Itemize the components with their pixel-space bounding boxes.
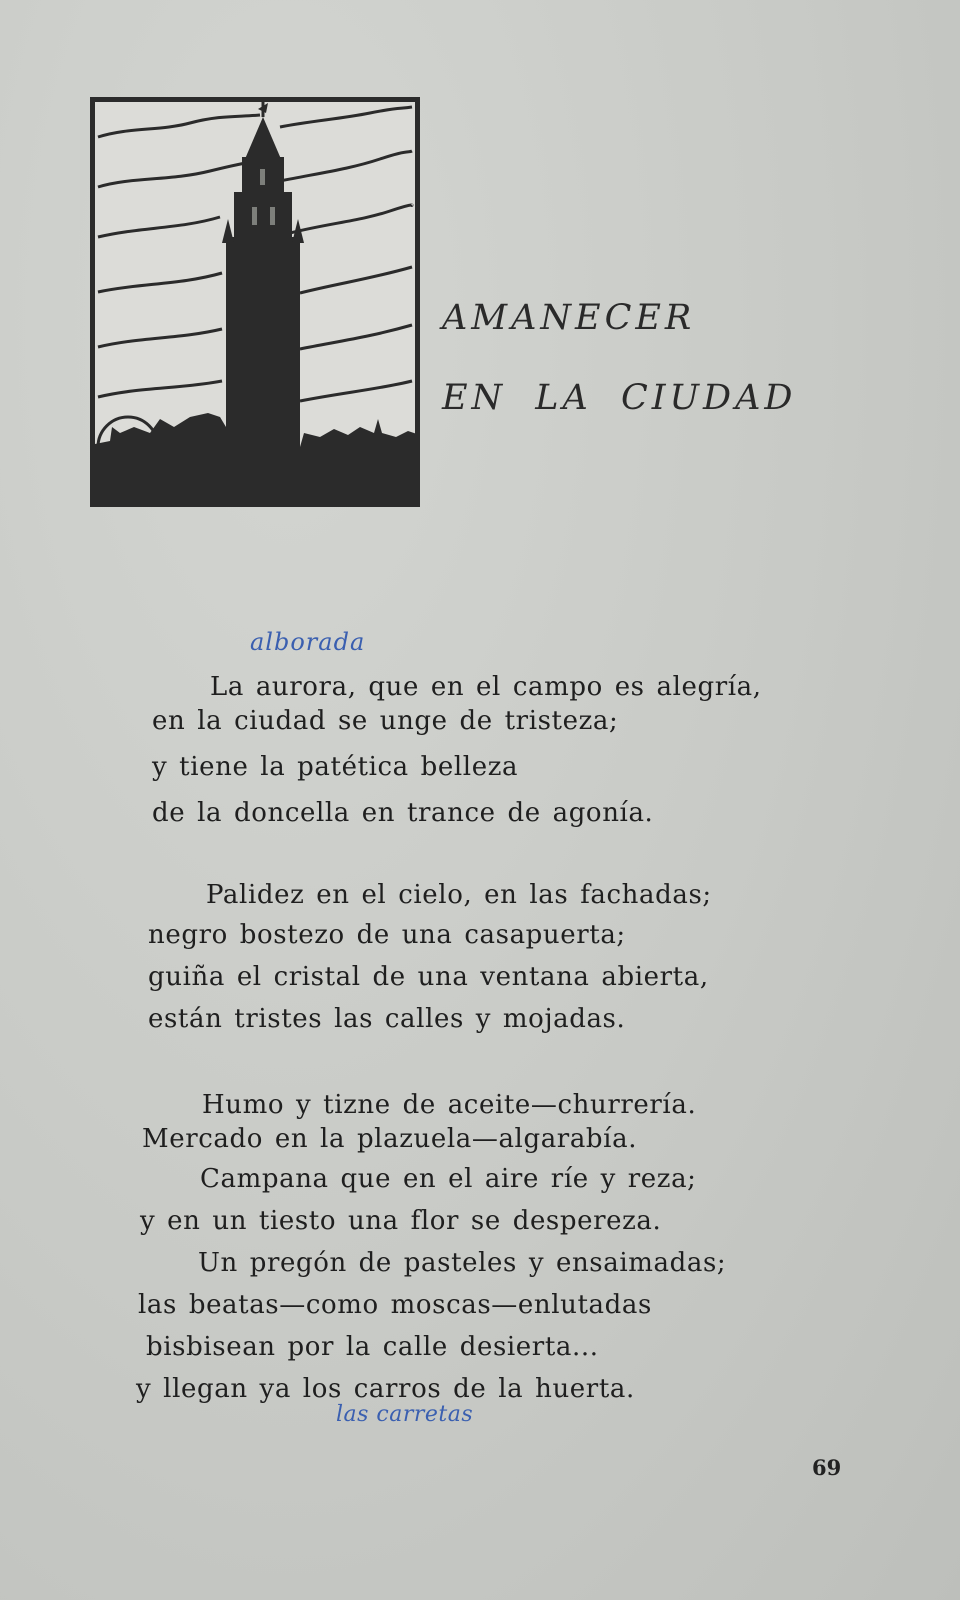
title-line-1: AMANECER: [442, 298, 696, 338]
poem-line: negro bostezo de una casapuerta;: [148, 920, 626, 950]
poem-line: bisbisean por la calle desierta...: [146, 1332, 599, 1362]
handwritten-note-carretas: las carretas: [336, 1402, 474, 1427]
poem-line: y tiene la patética belleza: [152, 752, 519, 782]
poem-line: Palidez en el cielo, en las fachadas;: [206, 880, 712, 910]
poem-line: en la ciudad se unge de tristeza;: [152, 706, 619, 736]
poem-line: y llegan ya los carros de la huerta.: [136, 1374, 635, 1404]
poem-line: de la doncella en trance de agonía.: [152, 798, 654, 828]
poem-line: La aurora, que en el campo es alegría,: [210, 672, 762, 702]
title-line-2: EN LA CIUDAD: [442, 378, 797, 418]
poem-line: guiña el cristal de una ventana abierta,: [148, 962, 709, 992]
handwritten-note-alborada: alborada: [250, 628, 366, 656]
poem-line: las beatas—como moscas—enlutadas: [138, 1290, 652, 1320]
poem-line: Mercado en la plazuela—algarabía.: [142, 1124, 638, 1154]
tower-woodcut-icon: [90, 97, 420, 507]
poem-line: Un pregón de pasteles y ensaimadas;: [198, 1248, 727, 1278]
tower-woodcut-illustration: [90, 97, 420, 507]
poem-line: Humo y tizne de aceite—churrería.: [202, 1090, 697, 1120]
poem-line: están tristes las calles y mojadas.: [148, 1004, 626, 1034]
page-number: 69: [812, 1455, 842, 1480]
poem-line: y en un tiesto una flor se despereza.: [140, 1206, 662, 1236]
poem-line: Campana que en el aire ríe y reza;: [200, 1164, 697, 1194]
